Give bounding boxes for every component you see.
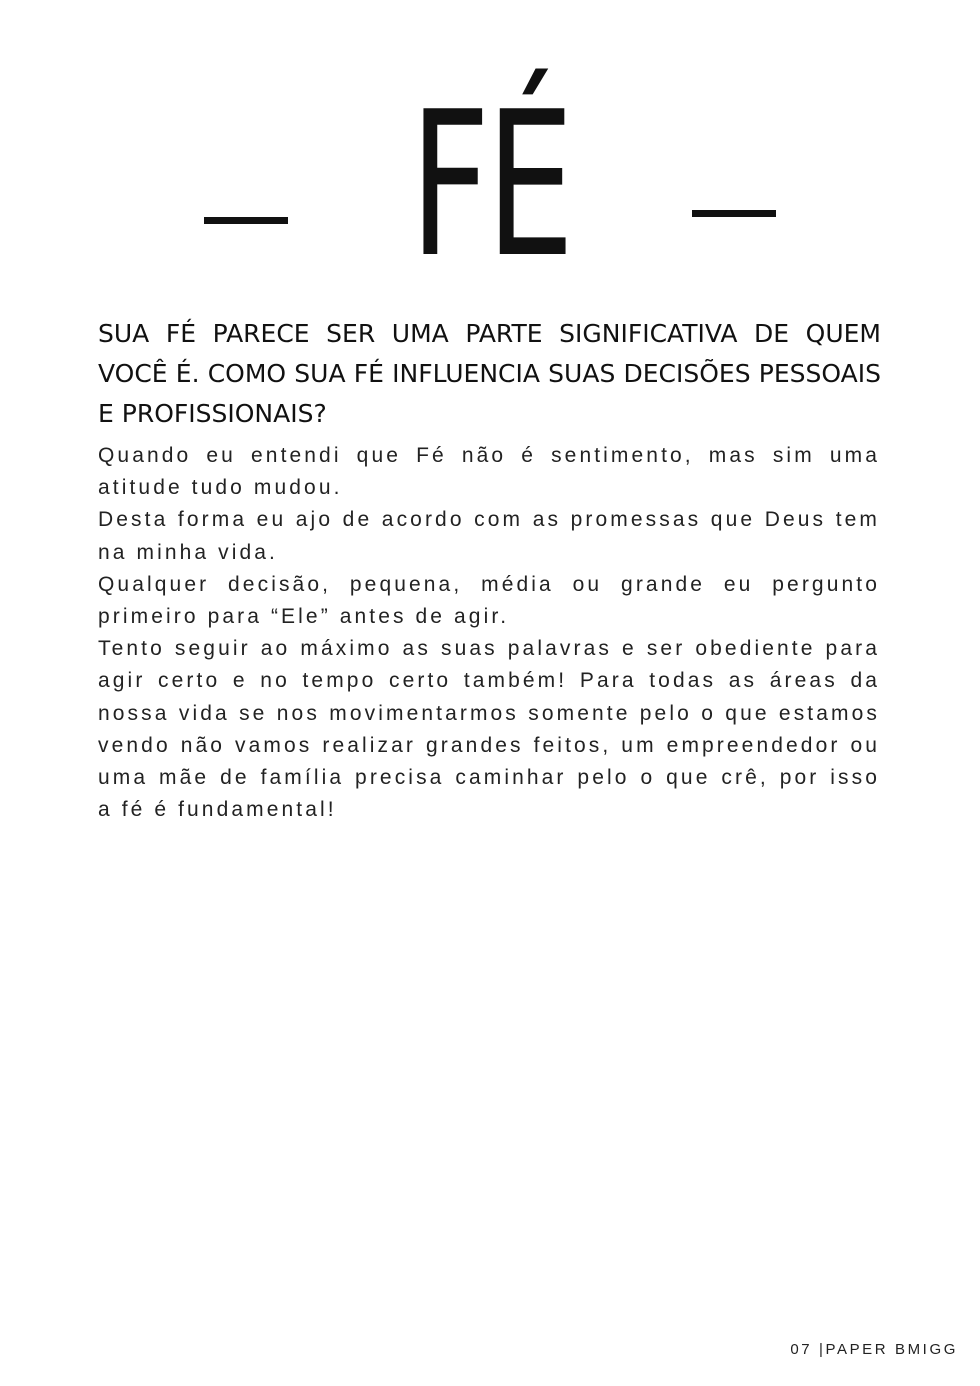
answer-paragraph: Desta forma eu ajo de acordo com as promessas que Deus tem na minha vida. xyxy=(98,508,880,564)
answer-paragraph: Qualquer decisão, pequena, média ou grande eu pergunto primeiro para “Ele” antes de agir. xyxy=(98,572,880,629)
answer-paragraph: Tento seguir ao máximo as suas palavras e ser obediente para agir certo e no tempo certo também! Para todas as áreas da nossa vida se nos movimentarmos somente pelo o que estamos vendo não vamos realizar grandes feitos, um empreendedor ou uma mãe de família precisa caminhar pelo o que crê, por isso a fé é fundamental! xyxy=(98,637,880,822)
answer-paragraph: Quando eu entendi que Fé não é sentimento, mas sim uma atitude tudo mudou. xyxy=(98,444,880,500)
title-dash-right xyxy=(692,210,776,217)
page-footer: 07 |PAPER BMIGG xyxy=(790,1341,958,1358)
question-heading: SUA FÉ PARECE SER UMA PARTE SIGNIFICATIVA DE QUEM VOCÊ É. COMO SUA FÉ INFLUENCIA SUAS DECISÕES PESSOAIS E PROFISSIONAIS? xyxy=(98,319,881,428)
title-dash-left xyxy=(204,217,288,224)
page-title: FÉ xyxy=(409,69,571,302)
answer-body xyxy=(98,440,880,826)
